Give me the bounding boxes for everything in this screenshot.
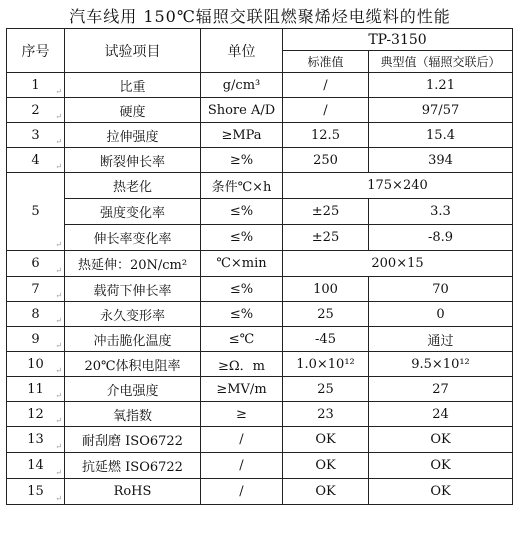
row-unit: / — [201, 453, 283, 479]
row-item: 冲击脆化温度 — [65, 327, 201, 352]
row-unit: ≥Ω．m — [201, 352, 283, 377]
row-item: 氧指数 — [65, 402, 201, 427]
row-standard: 23 — [283, 402, 369, 427]
header-group: TP-3150 — [283, 29, 513, 51]
row-typical: 1.21 — [369, 73, 513, 98]
row-unit: / — [201, 479, 283, 505]
row-no: 5 ↵ — [7, 173, 65, 251]
row-item: 比重 — [65, 73, 201, 98]
row-typical: OK — [369, 427, 513, 453]
header-unit: 单位 — [201, 29, 283, 73]
table-row — [7, 302, 513, 327]
row-unit: ≤% — [201, 199, 283, 225]
row-typical: 3.3 — [369, 199, 513, 225]
row-item: 强度变化率 — [65, 199, 201, 225]
table-row — [7, 352, 513, 377]
row-no: 4 ↵ — [7, 148, 65, 173]
row-no: 1 ↵ — [7, 73, 65, 98]
row-merged-value: 175×240 — [283, 173, 513, 199]
row-item: 载荷下伸长率 — [65, 277, 201, 302]
row-item: 拉伸强度 — [65, 123, 201, 148]
row-typical: 0 — [369, 302, 513, 327]
header-standard: 标准值 — [283, 51, 369, 73]
row-unit: Shore A/D — [201, 98, 283, 123]
row-standard: 1.0×10¹² — [283, 352, 369, 377]
properties-table — [6, 28, 513, 505]
row-typical: 通过 — [369, 327, 513, 352]
row-item: 抗延燃 ISO6722 — [65, 453, 201, 479]
row-item: 热老化 — [65, 173, 201, 199]
row-typical: 70 — [369, 277, 513, 302]
row-standard: OK — [283, 479, 369, 505]
row-typical: OK — [369, 453, 513, 479]
table-row — [7, 173, 513, 199]
row-standard: 250 — [283, 148, 369, 173]
row-no: 13 ↵ — [7, 427, 65, 453]
row-unit: ≥% — [201, 148, 283, 173]
row-standard: OK — [283, 427, 369, 453]
row-no: 12 ↵ — [7, 402, 65, 427]
row-unit: ≥MPa — [201, 123, 283, 148]
row-standard: OK — [283, 453, 369, 479]
row-item: 伸长率变化率 — [65, 225, 201, 251]
table-row — [7, 123, 513, 148]
row-no: 14 ↵ — [7, 453, 65, 479]
row-unit: ≤% — [201, 225, 283, 251]
row-standard: 12.5 — [283, 123, 369, 148]
table-title: 汽车线用 150℃辐照交联阻燃聚烯烃电缆料的性能 — [69, 7, 451, 26]
row-no: 7 ↵ — [7, 277, 65, 302]
table-row — [7, 327, 513, 352]
row-no: 2 ↵ — [7, 98, 65, 123]
row-item: 耐刮磨 ISO6722 — [65, 427, 201, 453]
row-unit: g/cm³ — [201, 73, 283, 98]
row-unit: ≥ — [201, 402, 283, 427]
row-unit: ≤℃ — [201, 327, 283, 352]
row-item: RoHS — [65, 479, 201, 505]
row-item: 热延伸：20N/cm² — [65, 251, 201, 277]
table-row — [7, 251, 513, 277]
row-typical: 15.4 — [369, 123, 513, 148]
table-row — [7, 277, 513, 302]
row-no: 6 ↵ — [7, 251, 65, 277]
table-row — [7, 402, 513, 427]
row-unit: / — [201, 427, 283, 453]
row-item: 断裂伸长率 — [65, 148, 201, 173]
row-no: 11 ↵ — [7, 377, 65, 402]
table-row — [7, 427, 513, 453]
row-standard: / — [283, 98, 369, 123]
table-row — [7, 73, 513, 98]
row-typical: 24 — [369, 402, 513, 427]
row-merged-value: 200×15 — [283, 251, 513, 277]
row-typical: OK — [369, 479, 513, 505]
row-standard: ±25 — [283, 199, 369, 225]
row-item: 永久变形率 — [65, 302, 201, 327]
row-item: 20℃体积电阻率 — [65, 352, 201, 377]
row-unit: 条件℃×h — [201, 173, 283, 199]
row-typical: 27 — [369, 377, 513, 402]
row-no: 8 ↵ — [7, 302, 65, 327]
header-item: 试验项目 — [65, 29, 201, 73]
row-no: 15 ↵ — [7, 479, 65, 505]
row-item: 硬度 — [65, 98, 201, 123]
row-unit: ≤% — [201, 277, 283, 302]
row-unit: ℃×min — [201, 251, 283, 277]
row-standard: 25 — [283, 377, 369, 402]
table-row — [7, 479, 513, 505]
row-standard: ±25 — [283, 225, 369, 251]
row-no: 3 ↵ — [7, 123, 65, 148]
row-standard: 100 — [283, 277, 369, 302]
row-unit: ≤% — [201, 302, 283, 327]
row-no: 9 ↵ — [7, 327, 65, 352]
row-no: 10 ↵ — [7, 352, 65, 377]
row-item: 介电强度 — [65, 377, 201, 402]
row-standard: -45 — [283, 327, 369, 352]
row-typical: -8.9 — [369, 225, 513, 251]
header-no: 序号 — [7, 29, 65, 73]
table-row — [7, 377, 513, 402]
row-standard: 25 — [283, 302, 369, 327]
header-typical: 典型值（辐照交联后） — [369, 51, 513, 73]
table-row — [7, 98, 513, 123]
table-row — [7, 453, 513, 479]
table-row — [7, 148, 513, 173]
row-typical: 394 — [369, 148, 513, 173]
table-row — [7, 199, 513, 225]
row-standard: / — [283, 73, 369, 98]
row-unit: ≥MV/m — [201, 377, 283, 402]
row-typical: 9.5×10¹² — [369, 352, 513, 377]
row-typical: 97/57 — [369, 98, 513, 123]
table-row — [7, 225, 513, 251]
